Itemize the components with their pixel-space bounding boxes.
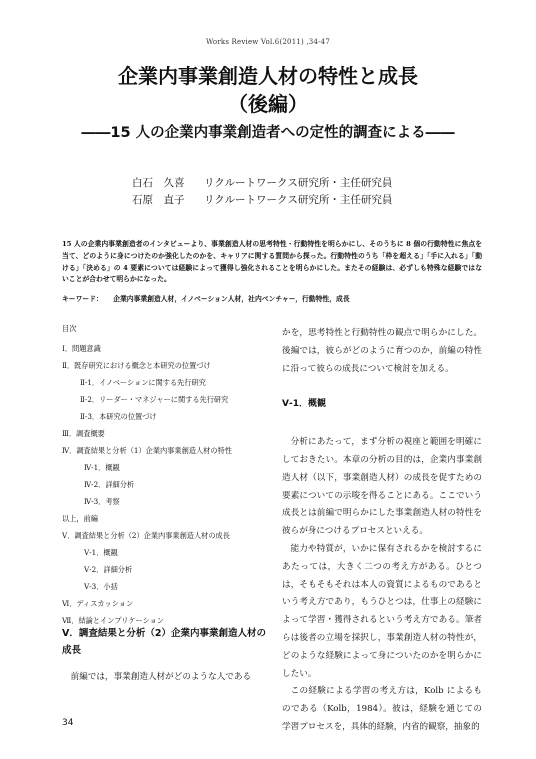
paper-subtitle: ――15 人の企業内事業創造者への定性的調査による―― [81, 125, 455, 141]
toc-item: Ⅴ．調査結果と分析（2）企業内事業創造人材の成長 [62, 531, 230, 540]
author-affiliation: リクルートワークス研究所・主任研究員 [204, 194, 393, 206]
toc-item: Ⅳ-1．概観 [84, 463, 120, 472]
toc-item: Ⅶ．結論とインプリケーション [62, 616, 164, 625]
toc-item: Ⅱ-2．リーダー・マネジャーに関する先行研究 [80, 395, 229, 404]
toc-item: Ⅴ-1．概観 [84, 548, 118, 557]
keywords-label: キーワード： [62, 295, 103, 303]
abstract: 15 人の企業内事業創造者のインタビューより、事業創造人材の思考特性・行動特性を明らかにし、そのうちに 8 個の行動特性に焦点を当て、どのように身につけたのか強化したのかを、キャリアに関する質問から探った。行動特性のうち「枠を超える」「手に入れる」「動ける」「決める」の 4 要素については経験によって獲得し強化されることを明らかにした。またその経験は、必ずしも特殊な経験ではないことが合わせて明らかになった。 [62, 240, 482, 284]
toc-item: 以上，前編 [62, 514, 98, 523]
toc-item: Ⅴ-3．小括 [84, 582, 118, 591]
toc-item: Ⅲ．調査概要 [62, 429, 105, 438]
author-name: 白石 久喜 [132, 177, 185, 189]
toc-item: Ⅳ-3．考察 [84, 497, 120, 506]
body-paragraph: かを，思考特性と行動特性の観点で明らかにした。後編では，彼らがどのように育つのか，前編の特性に沿って彼らの成長について検討を加える。 [282, 328, 482, 374]
section-heading: Ⅴ-1．概観 [282, 399, 326, 410]
toc-title: 目次 [62, 324, 77, 333]
right-column [282, 325, 482, 737]
paper-title [0, 62, 536, 118]
body-paragraph: 分析にあたって，まず分析の視座と範囲を明確にしておきたい。本章の分析の目的は，企業内事業創造人材（以下，事業創造人材）の成長を促すための要素についての示唆を得ることにある。ここでいう成長とは前編で明らかにした事業創造人材の特性を彼らが身につけるプロセスといえる。 [282, 437, 482, 537]
page-number: 34 [62, 718, 74, 728]
table-of-contents [62, 324, 270, 629]
body-paragraph: 能力や特質が，いかに保有されるかを検討するにあたっては，大きく二つの考え方がある。ひとつは，そもそもそれは本人の資質によるものであるという考え方であり，もうひとつは，仕事上の経験によって学習・獲得されるという考え方である。筆者らは後者の立場を採択し，事業創造人材の特性が，どのような経験によって身についたのかを明らかにしたい。 [282, 543, 482, 679]
toc-item: Ⅰ．問題意識 [62, 344, 101, 353]
toc-item: Ⅴ-2．詳細分析 [84, 565, 133, 574]
author-name: 石原 直子 [132, 194, 185, 206]
toc-item: Ⅳ．調査結果と分析（1）企業内事業創造人材の特性 [62, 446, 232, 455]
title-line-1: 企業内事業創造人材の特性と成長 [118, 64, 418, 88]
toc-list [62, 340, 270, 629]
author-list [132, 175, 392, 209]
author-row [132, 175, 392, 192]
keywords [62, 293, 482, 303]
toc-item: Ⅱ．既存研究における概念と本研究の位置づけ [62, 361, 211, 370]
author-row [132, 192, 392, 209]
toc-item: Ⅵ．ディスカッション [62, 599, 134, 608]
title-line-2: （後編） [228, 92, 308, 116]
body-paragraph: 前編では，事業創造人材がどのような人である [70, 672, 252, 682]
body-paragraph: この経験による学習の考え方は，Kolb によるものである（Kolb，1984）。彼は，経験を通じての学習プロセスを，具体的経験，内省的観察，抽象的 [282, 686, 482, 732]
keywords-text: 企業内事業創造人材，イノベーション人材，社内ベンチャー，行動特性，成長 [113, 295, 350, 303]
toc-item: Ⅳ-2．詳細分析 [84, 480, 135, 489]
toc-item: Ⅱ-3．本研究の位置づけ [80, 412, 157, 421]
author-affiliation: リクルートワークス研究所・主任研究員 [204, 177, 393, 189]
toc-item: Ⅱ-1．イノベーションに関する先行研究 [80, 378, 206, 387]
journal-header: Works Review Vol.6(2011) ,34-47 [206, 38, 330, 46]
section-heading: Ⅴ．調査結果と分析（2）企業内事業創造人材の成長 [62, 628, 266, 656]
